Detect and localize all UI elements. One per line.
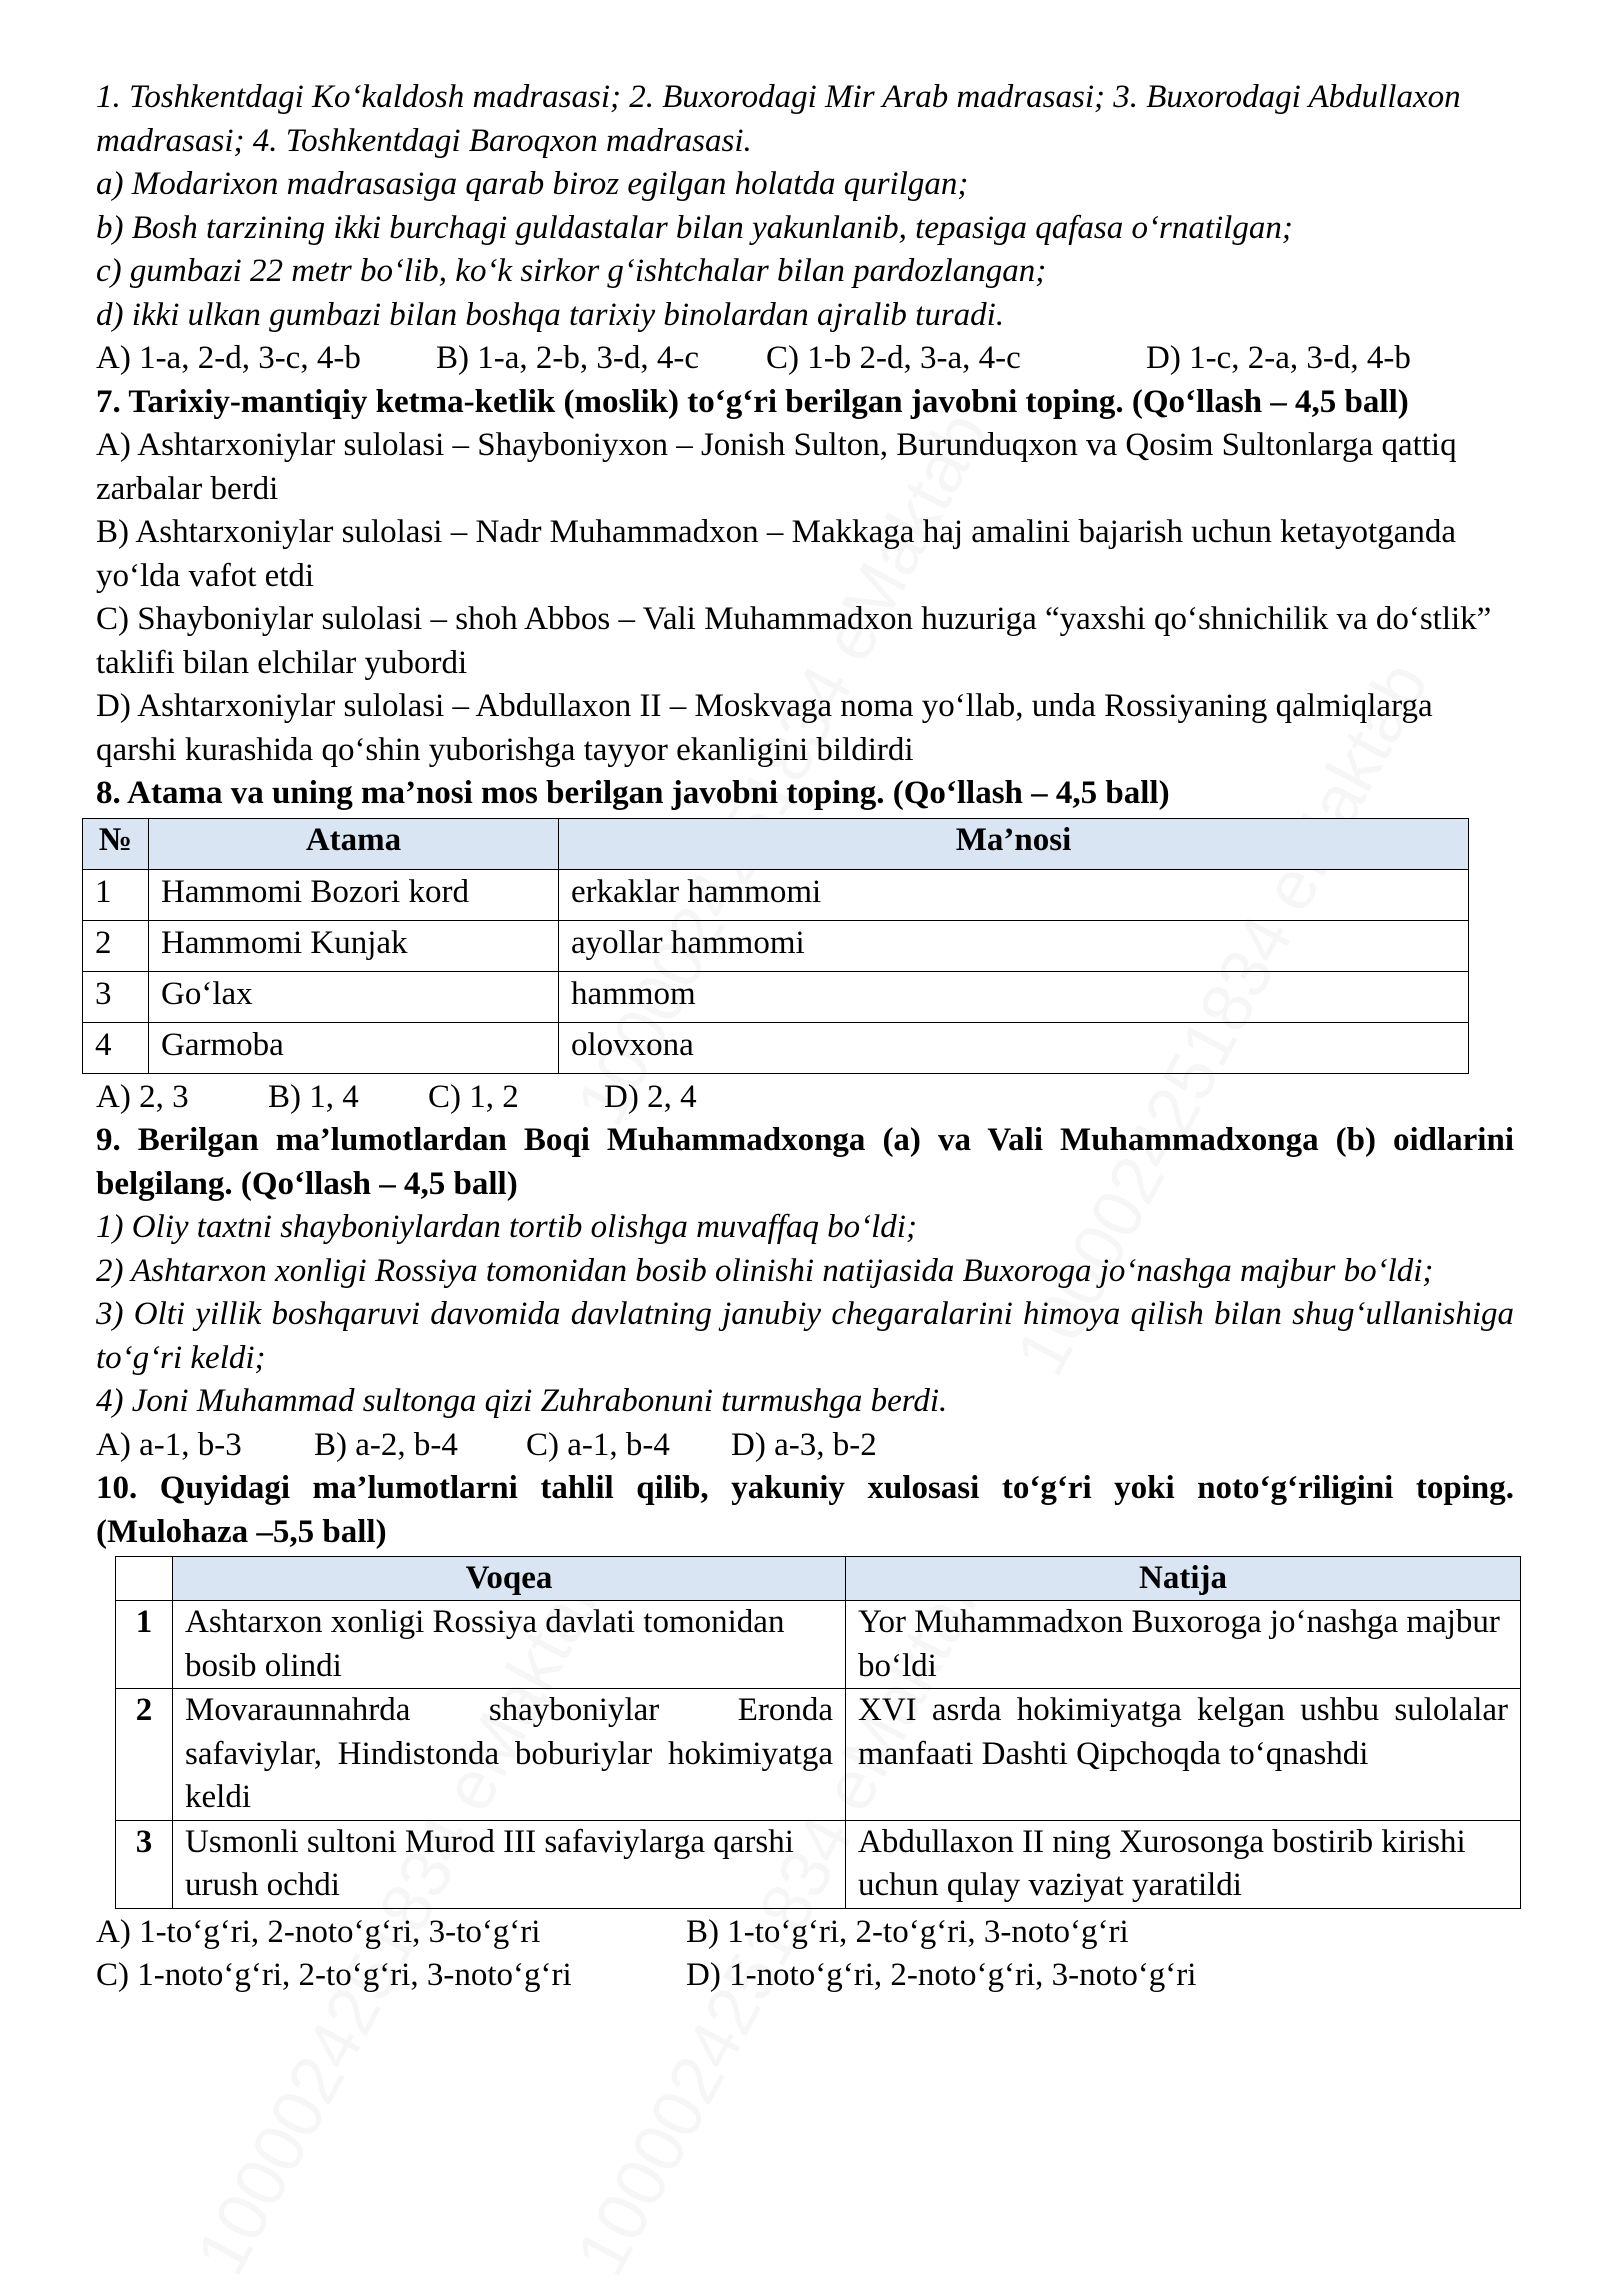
q10-table bbox=[115, 1556, 1521, 1909]
q7-option-d[interactable]: D) Ashtarxoniylar sulolasi – Abdullaxon II – Moskvaga noma yo‘llab, unda Rossiyaning qalmiqlarga qarshi kurashida qo‘shin yuborishga tayyor ekanligini bildirdi bbox=[96, 688, 1433, 768]
table-cell: erkaklar hammomi bbox=[559, 869, 1469, 920]
table-header-cell: Atama bbox=[149, 818, 559, 869]
q6-item-b: b) Bosh tarzining ikki burchagi guldastalar bilan yakunlanib, tepasiga qafasa o‘rnatilgan; bbox=[96, 209, 1293, 246]
q9-item-1: 1) Oliy taxtni shayboniylardan tortib olishga muvaffaq bo‘ldi; bbox=[96, 1209, 917, 1245]
table-cell: 1 bbox=[83, 869, 149, 920]
q10-option-b[interactable]: B) 1-to‘g‘ri, 2-to‘g‘ri, 3-noto‘g‘ri bbox=[686, 1913, 1129, 1950]
q9-item-4: 4) Joni Muhammad sultonga qizi Zuhrabonuni turmushga berdi. bbox=[96, 1383, 948, 1419]
table-cell: Go‘lax bbox=[149, 971, 559, 1022]
table-header-row bbox=[116, 1557, 1521, 1601]
table-header-row bbox=[83, 818, 1469, 869]
q8-table bbox=[82, 818, 1469, 1074]
q9-title: 9. Berilgan ma’lumotlardan Boqi Muhammadxonga (a) va Vali Muhammadxonga (b) oidlarini belgilang. (Qo‘llash – 4,5 ball) bbox=[96, 1122, 1514, 1202]
table-header-cell: Natija bbox=[846, 1557, 1521, 1601]
table-cell: 4 bbox=[83, 1022, 149, 1073]
table-header-cell: № bbox=[83, 818, 149, 869]
table-row bbox=[83, 920, 1469, 971]
q6-option-b[interactable]: B) 1-a, 2-b, 3-d, 4-c bbox=[436, 340, 700, 376]
table-cell: 3 bbox=[116, 1820, 173, 1908]
q8-options bbox=[96, 1076, 1514, 1120]
q9-item-2: 2) Ashtarxon xonligi Rossiya tomonidan bosib olinishi natijasida Buxoroga jo‘nashga majbur bo‘ldi; bbox=[96, 1252, 1434, 1289]
q10-option-d[interactable]: D) 1-noto‘g‘ri, 2-noto‘g‘ri, 3-noto‘g‘ri bbox=[686, 1957, 1197, 1993]
q9-options bbox=[96, 1424, 1514, 1468]
q10-title: 10. Quyidagi ma’lumotlarni tahlil qilib, yakuniy xulosasi to‘g‘ri yoki noto‘g‘riligini toping. (Mulohaza –5,5 ball) bbox=[96, 1470, 1514, 1550]
q7-option-b[interactable]: B) Ashtarxoniylar sulolasi – Nadr Muhammadxon – Makkaga haj amalini bajarish uchun ketayotganda yo‘lda vafot etdi bbox=[96, 514, 1457, 594]
table-cell: olovxona bbox=[559, 1022, 1469, 1073]
table-cell: 2 bbox=[83, 920, 149, 971]
q7-option-a[interactable]: A) Ashtarxoniylar sulolasi – Shayboniyxon – Jonish Sulton, Burunduqxon va Qosim Sultonlarga qattiq zarbalar berdi bbox=[96, 427, 1457, 507]
q7-title: 7. Tarixiy-mantiqiy ketma-ketlik (moslik) to‘g‘ri berilgan javobni toping. (Qo‘llash – 4,5 ball) bbox=[96, 383, 1409, 420]
q6-option-c[interactable]: C) 1-b 2-d, 3-a, 4-c bbox=[766, 340, 1021, 376]
table-row bbox=[83, 869, 1469, 920]
table-row bbox=[83, 971, 1469, 1022]
table-cell: 1 bbox=[116, 1601, 173, 1689]
table-row bbox=[116, 1820, 1521, 1908]
q10-option-c[interactable]: C) 1-noto‘g‘ri, 2-to‘g‘ri, 3-noto‘g‘ri bbox=[96, 1957, 572, 1993]
q9-item-3: 3) Olti yillik boshqaruvi davomida davlatning janubiy chegaralarini himoya qilish bilan shug‘ullanishiga to‘g‘ri keldi; bbox=[96, 1296, 1514, 1376]
q9-option-d[interactable]: D) a-3, b-2 bbox=[731, 1426, 877, 1463]
q8-title: 8. Atama va uning ma’nosi mos berilgan javobni toping. (Qo‘llash – 4,5 ball) bbox=[96, 775, 1170, 811]
table-cell: Hammomi Bozori kord bbox=[149, 869, 559, 920]
q6-option-a[interactable]: A) 1-a, 2-d, 3-c, 4-b bbox=[96, 340, 361, 376]
q8-option-c[interactable]: C) 1, 2 bbox=[428, 1078, 519, 1115]
q6-option-d[interactable]: D) 1-c, 2-a, 3-d, 4-b bbox=[1146, 340, 1411, 376]
table-cell: XVI asrda hokimiyatga kelgan ushbu sulolalar manfaati Dashti Qipchoqda to‘qnashdi bbox=[846, 1689, 1521, 1821]
table-cell: Yor Muhammadxon Buxoroga jo‘nashga majbur bo‘ldi bbox=[846, 1601, 1521, 1689]
q6-item-a: a) Modarixon madrasasiga qarab biroz egilgan holatda qurilgan; bbox=[96, 166, 969, 202]
table-cell: 2 bbox=[116, 1689, 173, 1821]
q10-options bbox=[96, 1911, 1514, 1998]
table-cell: Hammomi Kunjak bbox=[149, 920, 559, 971]
q6-stem: 1. Toshkentdagi Ko‘kaldosh madrasasi; 2. Buxorodagi Mir Arab madrasasi; 3. Buxorodagi Abdullaxon madrasasi; 4. Toshkentdagi Baroqxon madrasasi. bbox=[96, 79, 1461, 159]
q9-option-b[interactable]: B) a-2, b-4 bbox=[314, 1426, 458, 1463]
q9-option-a[interactable]: A) a-1, b-3 bbox=[96, 1426, 242, 1463]
q6-item-c: c) gumbazi 22 metr bo‘lib, ko‘k sirkor g‘ishtchalar bilan pardozlangan; bbox=[96, 253, 1047, 289]
table-cell: Abdullaxon II ning Xurosonga bostirib kirishi uchun qulay vaziyat yaratildi bbox=[846, 1820, 1521, 1908]
table-header-cell: Voqea bbox=[173, 1557, 846, 1601]
table-row bbox=[83, 1022, 1469, 1073]
q6-options bbox=[96, 337, 1514, 381]
table-cell: Usmonli sultoni Murod III safaviylarga qarshi urush ochdi bbox=[173, 1820, 846, 1908]
q6-item-d: d) ikki ulkan gumbazi bilan boshqa tarixiy binolardan ajralib turadi. bbox=[96, 296, 1005, 333]
q8-option-a[interactable]: A) 2, 3 bbox=[96, 1078, 189, 1115]
q7-option-c[interactable]: C) Shayboniylar sulolasi – shoh Abbos – Vali Muhammadxon huzuriga “yaxshi qo‘shnichilik va do‘stlik” taklifi bilan elchilar yubordi bbox=[96, 601, 1492, 681]
table-cell: 3 bbox=[83, 971, 149, 1022]
q9-option-c[interactable]: C) a-1, b-4 bbox=[526, 1426, 670, 1463]
table-header-cell: Ma’nosi bbox=[559, 818, 1469, 869]
table-row bbox=[116, 1601, 1521, 1689]
table-cell: Garmoba bbox=[149, 1022, 559, 1073]
table-cell: Ashtarxon xonligi Rossiya davlati tomonidan bosib olindi bbox=[173, 1601, 846, 1689]
q8-option-d[interactable]: D) 2, 4 bbox=[604, 1078, 697, 1115]
table-cell: ayollar hammomi bbox=[559, 920, 1469, 971]
table-row bbox=[116, 1689, 1521, 1821]
table-cell: Movaraunnahrda shayboniylar Eronda safaviylar, Hindistonda boburiylar hokimiyatga keldi bbox=[173, 1689, 846, 1821]
document-page bbox=[96, 76, 1514, 1998]
q8-option-b[interactable]: B) 1, 4 bbox=[268, 1078, 359, 1115]
table-header-cell bbox=[116, 1557, 173, 1601]
table-cell: hammom bbox=[559, 971, 1469, 1022]
q10-option-a[interactable]: A) 1-to‘g‘ri, 2-noto‘g‘ri, 3-to‘g‘ri bbox=[96, 1913, 541, 1950]
